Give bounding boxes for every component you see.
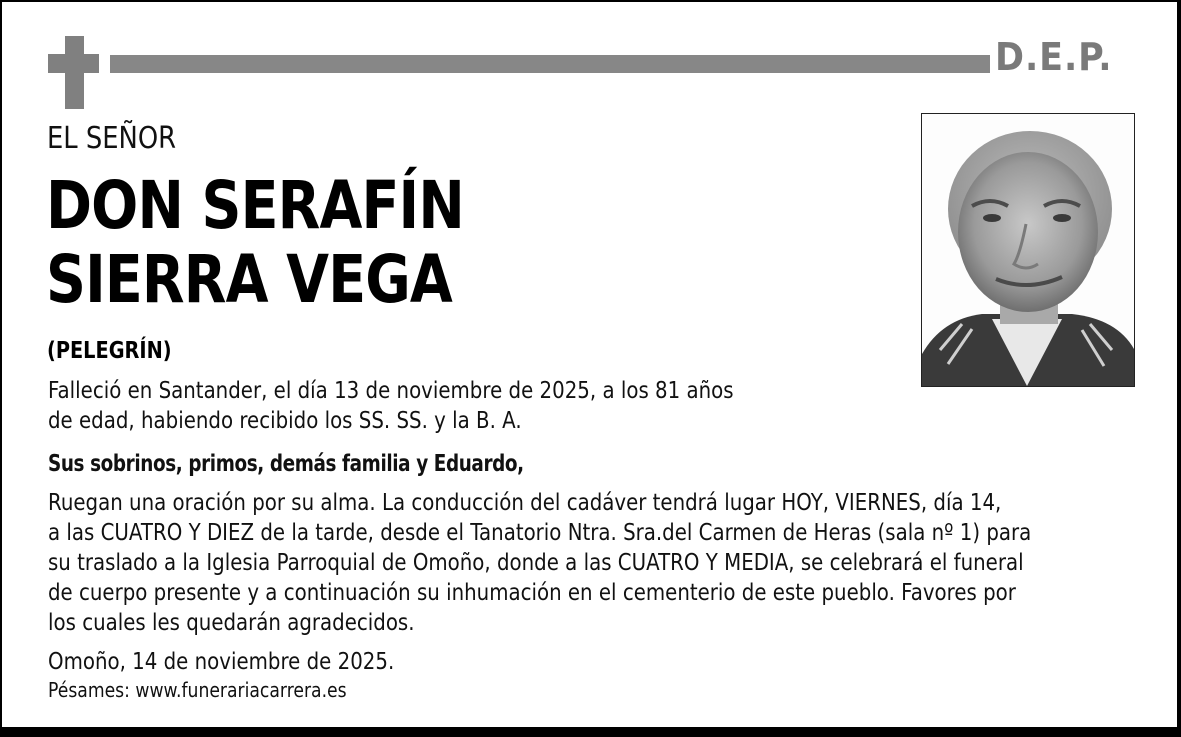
portrait-image (922, 114, 1134, 386)
family-line: Sus sobrinos, primos, demás familia y Eduardo, (48, 451, 524, 477)
obituary-card (2, 2, 1177, 727)
request-line: Ruegan una oración por su alma. La conducción del cadáver tendrá lugar HOY, VIERNES, día 14, (48, 490, 1002, 516)
portrait-photo (921, 113, 1135, 387)
name-line-2: SIERRA VEGA (46, 241, 452, 318)
request-line: a las CUATRO Y DIEZ de la tarde, desde el Tanatorio Ntra. Sra.del Carmen de Heras (sala nº 1) para (48, 520, 1032, 546)
nickname: (PELEGRÍN) (47, 338, 172, 364)
name-line-1: DON SERAFÍN (46, 167, 464, 244)
condolences-link[interactable]: Pésames: www.funerariacarrera.es (48, 678, 347, 702)
deceased-name (46, 169, 464, 317)
honorific-title: EL SEÑOR (47, 121, 177, 156)
death-line-2: de edad, habiendo recibido los SS. SS. y la B. A. (48, 408, 522, 434)
place-date: Omoño, 14 de noviembre de 2025. (48, 649, 395, 675)
death-line-1: Falleció en Santander, el día 13 de noviembre de 2025, a los 81 años (48, 378, 734, 404)
dep-badge: D.E.P. (995, 35, 1113, 79)
request-line: los cuales les quedarán agradecidos. (48, 610, 415, 636)
request-line: de cuerpo presente y a continuación su inhumación en el cementerio de este pueblo. Favores por (48, 580, 1016, 606)
cross-icon-arm (48, 54, 99, 73)
request-line: su traslado a la Iglesia Parroquial de Omoño, donde a las CUATRO Y MEDIA, se celebrará el funeral (48, 550, 1024, 576)
header-rule (110, 55, 990, 73)
